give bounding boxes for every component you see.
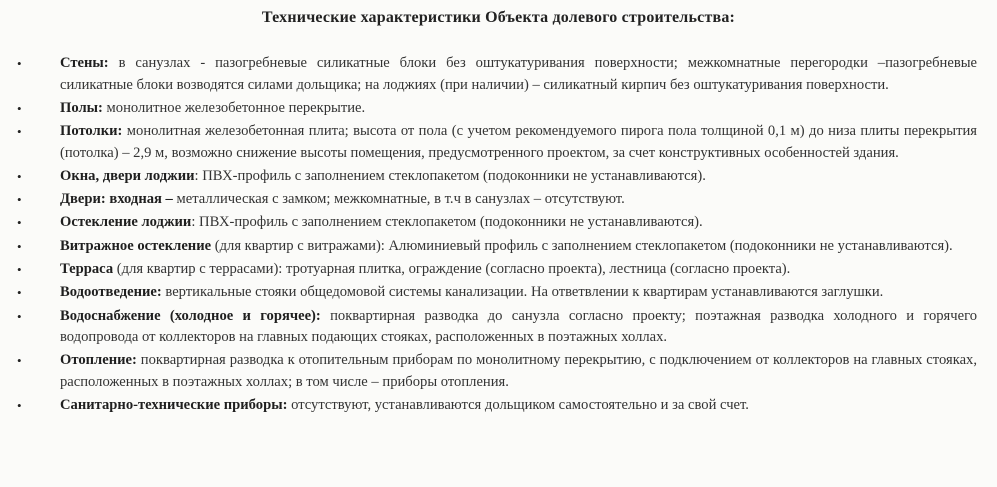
bullet-icon: • [17, 124, 22, 140]
bullet-icon: • [17, 262, 22, 278]
specifications-list [0, 53, 997, 419]
item-heading: Окна, двери лоджии [60, 167, 195, 184]
bullet-icon: • [17, 285, 22, 301]
bullet-icon: • [17, 353, 22, 369]
item-text: в санузлах - пазогребневые силикатные блоки без оштукатуривания поверхности; межкомнатные перегородки –пазогребневые силикатные блоки возводятся силами дольщика; на лоджиях (при наличии) – силикатный кирпич без оштукатуривания поверхности. [60, 55, 977, 93]
item-heading: Терраса [60, 261, 114, 278]
item-heading: Отопление: [60, 352, 137, 369]
bullet-icon: • [17, 168, 22, 184]
bullet-icon: • [17, 398, 22, 414]
list-item-floors [0, 98, 997, 120]
item-heading: Санитарно-технические приборы: [60, 397, 288, 414]
item-text: поквартирная разводка к отопительным приборам по монолитному перекрытию, с подключением от коллекторов на главных стояках, расположенных в поэтажных холлах; в том числе – приборы отопления. [60, 352, 977, 390]
list-item-drainage [0, 282, 997, 304]
item-heading: Потолки: [60, 123, 123, 140]
bullet-icon: • [17, 215, 22, 231]
item-text: отсутствуют, устанавливаются дольщиком самостоятельно и за свой счет. [287, 397, 749, 414]
item-text: вертикальные стояки общедомовой системы канализации. На ответвлении к квартирам устанавливаются заглушки. [161, 284, 884, 301]
item-text: монолитное железобетонное перекрытие. [102, 99, 366, 116]
list-item-windows [0, 166, 997, 188]
list-item-stained-glass [0, 236, 997, 258]
page-title: Технические характеристики Объекта долевого строительства: [261, 9, 736, 26]
list-item-ceilings [0, 121, 997, 164]
list-item-walls [0, 53, 997, 96]
list-item-doors [0, 189, 997, 211]
item-text: металлическая с замком; межкомнатные, в т.ч в санузлах – отсутствуют. [172, 191, 625, 208]
item-heading: Стены: [60, 55, 109, 71]
item-heading: Остекление лоджии [60, 214, 192, 231]
bullet-icon: • [17, 308, 22, 324]
item-text: поквартирная разводка до санузла согласно проекту; поэтажная разводка холодного и горячего водопровода от коллекторов на главных подающих стояках, расположенных в поэтажных холлах. [60, 307, 978, 346]
list-item-water-supply [0, 306, 997, 349]
list-item-loggia-glazing [0, 212, 997, 234]
item-text: (для квартир с витражами): Алюминиевый профиль с заполнением стеклопакетом (подоконники не устанавливаются). [211, 237, 953, 254]
bullet-icon: • [17, 192, 22, 208]
item-heading: Витражное остекление [60, 237, 212, 254]
item-heading: Водоснабжение (холодное и горячее): [60, 307, 321, 324]
item-heading: Двери: входная – [60, 191, 173, 208]
item-heading: Водоотведение: [60, 284, 162, 301]
bullet-icon: • [17, 56, 22, 71]
bullet-icon: • [17, 238, 22, 254]
list-item-heating [0, 350, 997, 393]
item-text: : ПВХ-профиль с заполнением стеклопакетом (подоконники не устанавливаются). [191, 214, 703, 231]
list-item-terrace [0, 259, 997, 281]
bullet-icon: • [17, 100, 22, 116]
item-heading: Полы: [60, 99, 103, 116]
item-text: (для квартир с террасами): тротуарная плитка, ограждение (согласно проекта), лестница (согласно проекта). [113, 261, 791, 278]
item-text: : ПВХ-профиль с заполнением стеклопакетом (подоконники не устанавливаются). [194, 167, 706, 184]
item-text: монолитная железобетонная плита; высота от пола (с учетом рекомендуемого пирога пола толщиной 0,1 м) до низа плиты перекрытия (потолка) – 2,9 м, возможно снижение высоты помещения, предусмотренного проектом, за счет конструктивных особенностей здания. [60, 123, 977, 161]
list-item-plumbing [0, 395, 997, 417]
